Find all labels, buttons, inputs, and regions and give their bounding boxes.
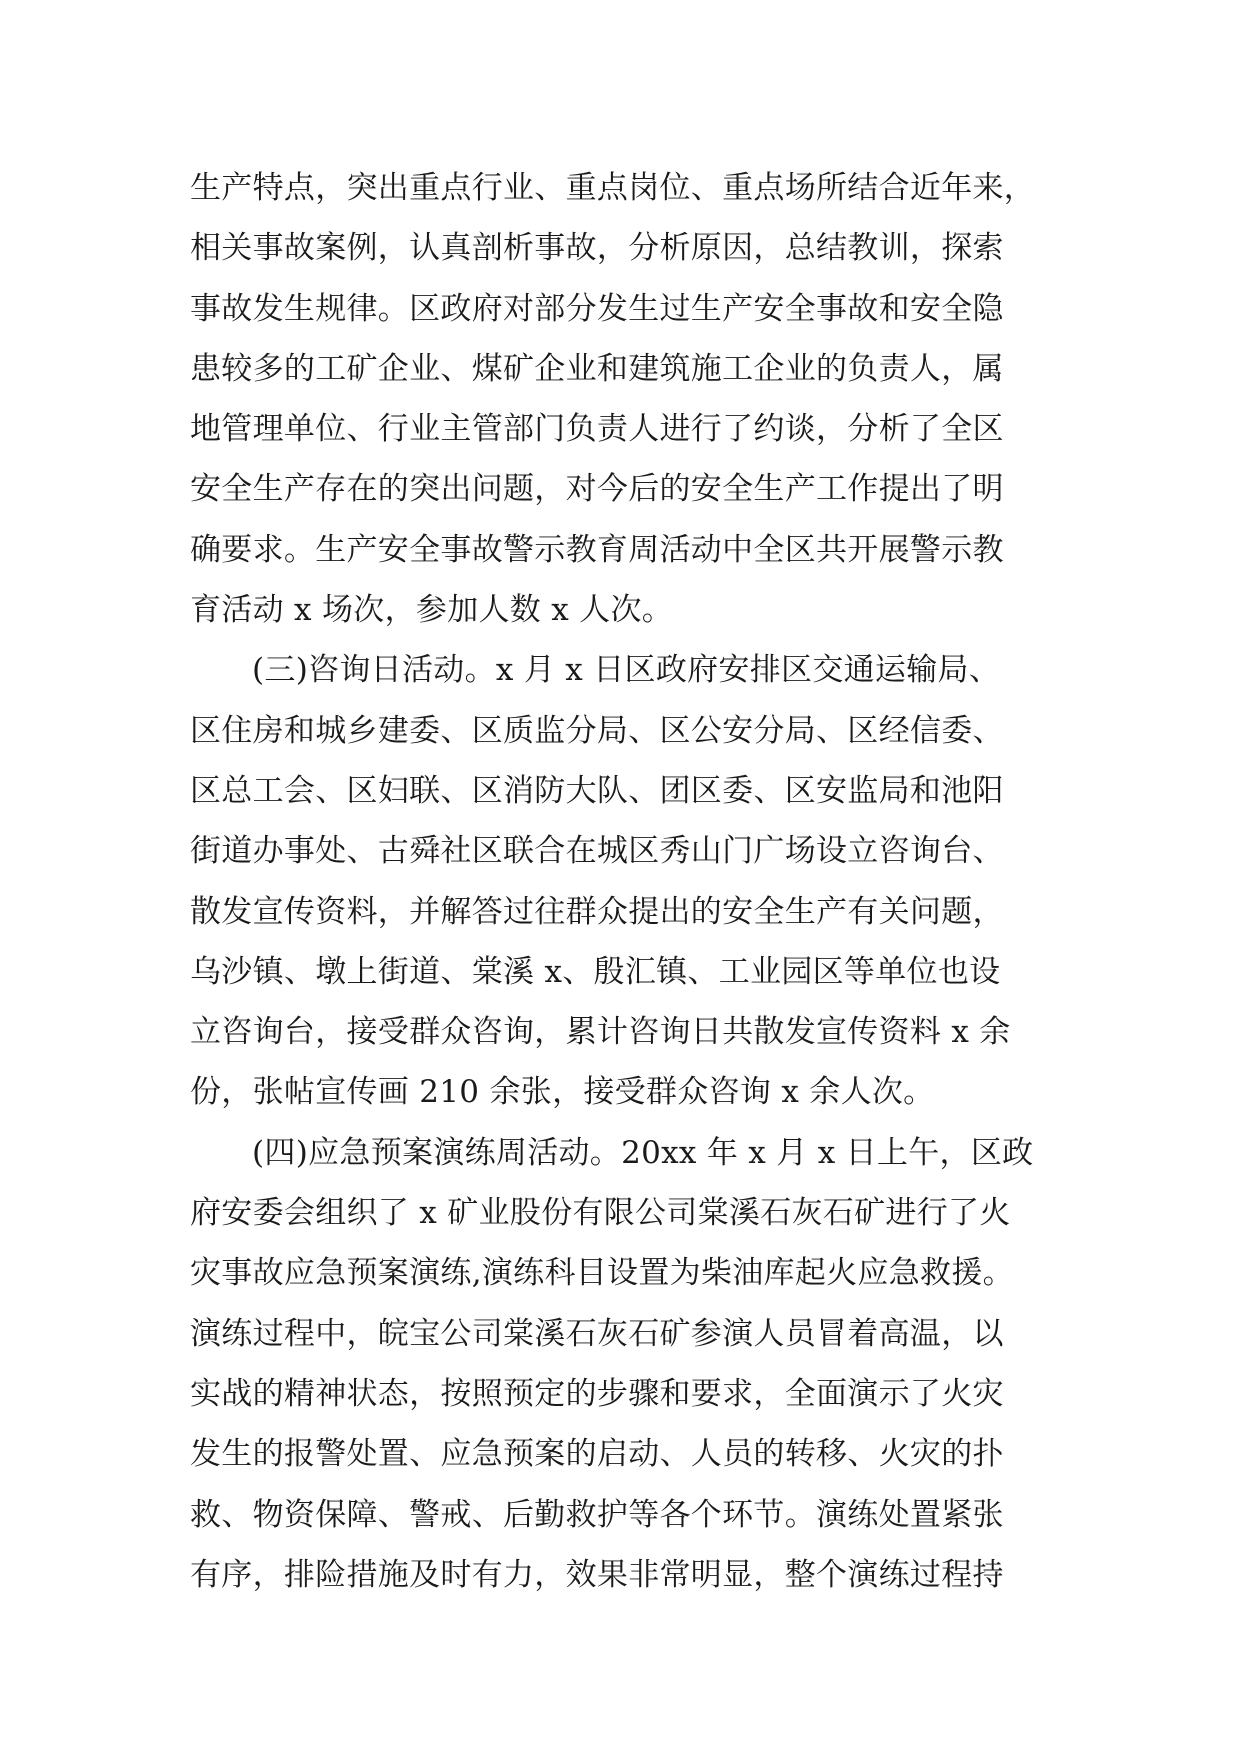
text-line: 患较多的工矿企业、煤矿企业和建筑施工企业的负责人，属: [190, 350, 1004, 387]
text-line: 相关事故案例，认真剖析事故，分析原因，总结教训，探索: [190, 230, 1004, 267]
text-line: 演练过程中，皖宝公司棠溪石灰石矿参演人员冒着高温，以: [190, 1315, 1004, 1352]
text-line: 生产特点，突出重点行业、重点岗位、重点场所结合近年来，: [190, 170, 1036, 206]
text-line: 确要求。生产安全事故警示教育周活动中全区共开展警示教: [190, 531, 1004, 568]
body-text: [190, 158, 1070, 1605]
text-line: 份，张帖宣传画 210 余张，接受群众咨询 x 余人次。: [190, 1074, 935, 1111]
text-line: 实战的精神状态，按照预定的步骤和要求，全面演示了火灾: [190, 1375, 1004, 1412]
text-line: 有序，排险措施及时有力，效果非常明显，整个演练过程持: [190, 1556, 1004, 1593]
paragraph-heading-consultation-day: (三)咨询日活动。x 月 x 日区政府安排区交通运输局、: [252, 652, 1001, 689]
text-line: 育活动 x 场次，参加人数 x 人次。: [190, 592, 674, 629]
text-line: 府安委会组织了 x 矿业股份有限公司棠溪石灰石矿进行了火: [190, 1195, 1011, 1232]
text-line: 散发宣传资料，并解答过往群众提出的安全生产有关问题，: [190, 893, 1004, 930]
text-line: 乌沙镇、墩上街道、棠溪 x、殷汇镇、工业园区等单位也设: [190, 953, 1001, 990]
paragraph-heading-drill-week: (四)应急预案演练周活动。20xx 年 x 月 x 日上午，区政: [252, 1134, 1034, 1171]
text-line: 安全生产存在的突出问题，对今后的安全生产工作提出了明: [190, 471, 1004, 508]
text-line: 事故发生规律。区政府对部分发生过生产安全事故和安全隐: [190, 290, 1004, 327]
text-line: 区总工会、区妇联、区消防大队、团区委、区安监局和池阳: [190, 772, 1004, 809]
text-line: 救、物资保障、警戒、后勤救护等各个环节。演练处置紧张: [190, 1496, 1004, 1533]
text-line: 发生的报警处置、应急预案的启动、人员的转移、火灾的扑: [190, 1436, 1004, 1473]
text-line: 街道办事处、古舜社区联合在城区秀山门广场设立咨询台、: [190, 833, 1004, 870]
text-line: 区住房和城乡建委、区质监分局、区公安分局、区经信委、: [190, 712, 1004, 749]
text-line: 地管理单位、行业主管部门负责人进行了约谈，分析了全区: [190, 411, 1004, 448]
text-line: 灾事故应急预案演练,演练科目设置为柴油库起火应急救援。: [190, 1255, 1014, 1292]
text-line: 立咨询台，接受群众咨询，累计咨询日共散发宣传资料 x 余: [190, 1014, 1011, 1051]
